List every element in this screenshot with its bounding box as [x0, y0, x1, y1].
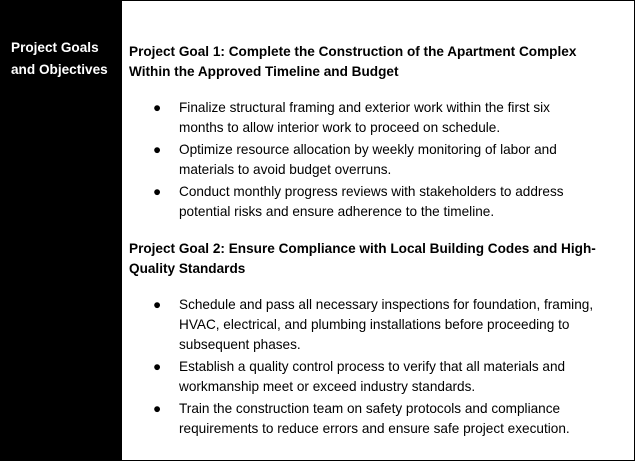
section-content-cell	[122, 1, 634, 460]
objective-text-line: workmanship meet or exceed industry standards.	[179, 379, 476, 394]
objective-text-line: HVAC, electrical, and plumbing installations before proceeding to	[179, 317, 570, 332]
goal-title-line: Project Goal 1: Complete the Construction of the Apartment Complex	[129, 44, 577, 59]
objective-list	[129, 98, 620, 222]
objective-text-line: Optimize resource allocation by weekly monitoring of labor and	[179, 142, 557, 157]
bullet-icon: ●	[153, 184, 162, 199]
goal-title-line: Within the Approved Timeline and Budget	[129, 64, 399, 79]
objective-item	[129, 98, 620, 138]
objective-text-line: Establish a quality control process to verify that all materials and	[179, 359, 566, 374]
objective-text-line: Train the construction team on safety protocols and compliance	[179, 401, 561, 416]
objective-text-line: potential risks and ensure adherence to the timeline.	[179, 204, 495, 219]
objective-text-line: months to allow interior work to proceed on schedule.	[179, 120, 501, 135]
goal-title	[129, 239, 620, 279]
goal-title-line: Quality Standards	[129, 261, 246, 276]
objective-text-line: Schedule and pass all necessary inspections for foundation, framing,	[179, 297, 594, 312]
bullet-icon: ●	[153, 359, 162, 374]
objective-text-line: materials to avoid budget overruns.	[179, 162, 392, 177]
objective-text-line: subsequent phases.	[179, 337, 301, 352]
objective-item	[129, 295, 620, 355]
objective-list	[129, 295, 620, 439]
bullet-icon: ●	[153, 297, 162, 312]
section-label-line: and Objectives	[11, 62, 108, 77]
objective-text-line: requirements to reduce errors and ensure safe project execution.	[179, 421, 570, 436]
bullet-icon: ●	[153, 401, 162, 416]
objective-text-line: Finalize structural framing and exterior work within the first six	[179, 100, 550, 115]
bullet-icon: ●	[153, 100, 162, 115]
objective-item	[129, 399, 620, 439]
section-label-cell	[1, 1, 122, 460]
goal-title-line: Project Goal 2: Ensure Compliance with Local Building Codes and High-	[129, 241, 596, 256]
objective-text-line: Conduct monthly progress reviews with stakeholders to address	[179, 184, 564, 199]
bullet-icon: ●	[153, 142, 162, 157]
section-label-line: Project Goals	[11, 40, 99, 55]
goal-block-2	[129, 239, 620, 439]
objective-item	[129, 357, 620, 397]
objective-item	[129, 140, 620, 180]
goal-block-1	[129, 42, 620, 222]
objective-item	[129, 182, 620, 222]
goal-title	[129, 42, 620, 82]
